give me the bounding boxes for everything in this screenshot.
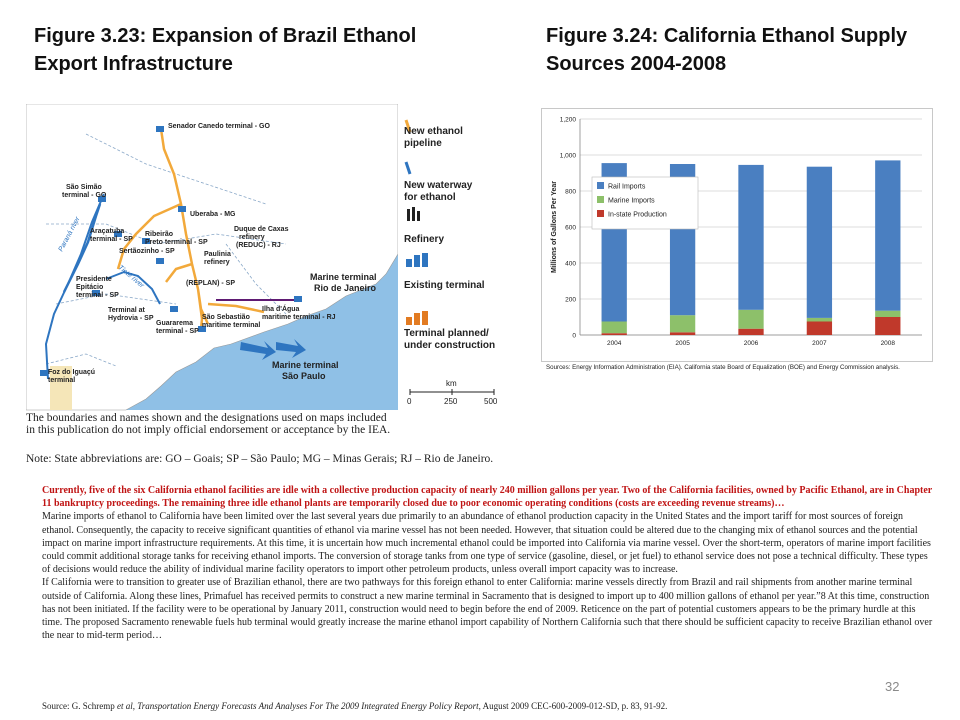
- label-tiete-river: Tietê river: [116, 264, 146, 290]
- label-presidente-2: Epitácio: [76, 284, 104, 291]
- legend-pipeline-1: New ethanol: [404, 126, 463, 137]
- map-disclaimer-line-2: in this publication do not imply official endorsement or acceptance by the IEA.: [26, 424, 391, 436]
- label-ribeirao-2: Preto terminal - SP: [145, 239, 208, 246]
- source-citation: [42, 701, 667, 711]
- state-abbreviation-note: Note: State abbreviations are: GO – Goais; SP – São Paulo; MG – Minas Gerais; RJ – Rio de Janeiro.: [26, 453, 494, 465]
- source-title: et al, Transportation Energy Forecasts And Analyses For The 2009 Integrated Energy Policy Report: [116, 701, 479, 711]
- legend-refinery: Refinery: [404, 234, 445, 245]
- label-paulinia-1: Paulinia: [204, 251, 231, 258]
- legend-swatch: [597, 182, 604, 189]
- legend-planned-1: Terminal planned/: [404, 328, 489, 339]
- label-foz-1: Foz do Iguaçú: [48, 369, 96, 376]
- legend-label: Rail Imports: [608, 183, 646, 191]
- legend-label: In-state Production: [608, 211, 667, 219]
- y-tick-label: 600: [565, 224, 576, 232]
- label-marine-sp-2: São Paulo: [282, 371, 326, 381]
- legend-pipeline-2: pipeline: [404, 138, 442, 149]
- label-hydrovia-2: Hydrovia - SP: [108, 315, 154, 322]
- label-paulinia-3: (REPLAN) - SP: [186, 280, 235, 287]
- x-tick-label: 2005: [675, 340, 690, 347]
- ethanol-supply-chart: [541, 108, 933, 362]
- bar-rail-imports-2007: [807, 167, 832, 318]
- y-tick-label: 0: [572, 332, 576, 340]
- label-marine-rio-2: Rio de Janeiro: [314, 283, 377, 293]
- label-uberaba: Uberaba - MG: [190, 211, 236, 218]
- legend-waterway-1: New waterway: [404, 180, 473, 191]
- label-presidente-1: Presidente: [76, 276, 112, 283]
- map-disclaimer-line-1: The boundaries and names shown and the designations used on maps included: [26, 412, 387, 424]
- figure-3-24-title: Figure 3.24: California Ethanol Supply Sources 2004-2008: [546, 25, 908, 75]
- label-parana-river: Paraná river: [57, 215, 82, 253]
- label-aracatuba-2: terminal - SP: [90, 236, 133, 243]
- bar-marine-imports-2005: [670, 315, 695, 332]
- body-text: [42, 484, 936, 642]
- bar-in-state-production-2004: [602, 333, 627, 335]
- x-tick-label: 2008: [880, 340, 896, 347]
- y-tick-label: 400: [565, 260, 576, 268]
- label-saosebastiao-1: São Sebastião: [202, 314, 250, 321]
- legend-existing: Existing terminal: [404, 280, 485, 291]
- bar-in-state-production-2005: [670, 332, 695, 335]
- label-paulinia-2: refinery: [204, 259, 230, 266]
- legend-swatch: [597, 196, 604, 203]
- label-sertaozinho: Sertãozinho - SP: [119, 248, 175, 255]
- legend-waterway-2: for ethanol: [404, 192, 456, 203]
- label-hydrovia-1: Terminal at: [108, 307, 145, 314]
- bar-in-state-production-2006: [738, 329, 763, 335]
- bar-in-state-production-2007: [807, 322, 832, 336]
- label-duque-2: refinery: [239, 234, 265, 241]
- label-marine-sp-1: Marine terminal: [272, 360, 339, 370]
- label-senador: Senador Canedo terminal - GO: [168, 123, 270, 130]
- figure-3-23-title: Figure 3.23: Expansion of Brazil Ethanol Export Infrastructure: [34, 25, 417, 75]
- x-tick-label: 2007: [812, 340, 827, 347]
- chart-source-note: Sources: Energy Information Administration (EIA). California state Board of Equalization (BOE) and Energy Commission analysis.: [546, 364, 900, 371]
- brazil-ethanol-map: [26, 104, 509, 464]
- bar-marine-imports-2006: [738, 310, 763, 329]
- bar-marine-imports-2007: [807, 318, 832, 322]
- label-foz-2: terminal: [48, 377, 76, 384]
- scale-250: 250: [444, 397, 458, 406]
- bar-marine-imports-2004: [602, 322, 627, 334]
- label-duque-1: Duque de Caxas: [234, 226, 289, 233]
- label-guararema-2: terminal - SP: [156, 328, 199, 335]
- y-axis-label: Millions of Gallons Per Year: [551, 180, 558, 274]
- label-guararema-1: Guararema: [156, 320, 193, 327]
- label-saosebastiao-2: maritime terminal: [202, 322, 261, 329]
- label-duque-3: (REDUC) - RJ: [236, 242, 281, 249]
- label-marine-rio-1: Marine terminal: [310, 272, 377, 282]
- y-tick-label: 200: [565, 296, 576, 304]
- legend-planned-2: under construction: [404, 340, 496, 351]
- label-saosimao-1: São Simão: [66, 184, 102, 191]
- label-aracatuba-1: Araçatuba: [90, 228, 125, 235]
- scale-0: 0: [407, 397, 412, 406]
- y-tick-label: 1,200: [559, 116, 576, 124]
- label-ribeirao-1: Ribeirão: [145, 231, 174, 238]
- scale-unit: km: [446, 379, 457, 388]
- bar-marine-imports-2008: [875, 311, 900, 317]
- source-prefix: Source: G. Schremp: [42, 701, 117, 711]
- paragraph-marine-imports: Marine imports of ethanol to California have been limited over the last several years due primarily to an abundance of ethanol production capacity in the United States and the import tariff for most sources of foreign ethanol. Consequently, the capacity to receive significant quantities of ethanol via marine vessel has not been needed. However, that situation could be altered due to the changing mix of ethanol sources and the potential impact on marine import infrastructure requirements. At this time, it is uncertain how much incremental ethanol could be imported into California via marine vessel. Over the short-term, operators of marine import facilities could commit additional storage tanks for receiving ethanol imports. The conversion of storage tanks from one type of service (gasoline, diesel, or jet fuel) to ethanol service does not pose a technical difficulty. These types of decisions would reduce the ability of individual marine facility operators to import other petroleum products, unless overall import capacity was to increase.: [42, 511, 931, 576]
- legend-swatch: [597, 210, 604, 217]
- map-disclaimer: [26, 412, 496, 436]
- label-presidente-3: terminal - SP: [76, 292, 119, 299]
- label-ilha-2: maritime terminal - RJ: [262, 314, 336, 321]
- chart-svg: [542, 109, 932, 361]
- red-paragraph: Currently, five of the six California ethanol facilities are idle with a collective production capacity of nearly 240 million gallons per year. Two of the California facilities, owned by Pacific Ethanol, are in Chapter 11 bankruptcy proceedings. The remaining three idle ethanol plants are temporarily closed due to poor economic operating conditions (costs are exceeding revenue streams)…: [42, 485, 933, 510]
- label-saosimao-2: terminal - GO: [62, 192, 107, 199]
- scale-500: 500: [484, 397, 498, 406]
- page-number: 32: [885, 679, 900, 694]
- bar-rail-imports-2008: [875, 160, 900, 310]
- legend-label: Marine Imports: [608, 197, 655, 205]
- source-suffix: , August 2009 CEC-600-2009-012-SD, p. 83, 91-92.: [478, 701, 668, 711]
- paragraph-brazilian-ethanol: If California were to transition to greater use of Brazilian ethanol, there are two pathways for this foreign ethanol to enter California: marine vessels directly from Brazil and rail shipments from another marine terminal outside of California. Along these lines, Primafuel has received permits to construct a new marine terminal in Sacramento that is designed to import up to 400 million gallons of ethanol per year.”8 At this time, construction has not been initiated. If the facility were to be operational by January 2011, construction would need to begin before the end of 2009. Reticence on the part of potential customers appears to be the primary hurdle at this time. The proposed Sacramento renewable fuels hub terminal would greatly increase the marine ethanol import capability of Northern California such that there should be sufficient capacity to receive Brazilian ethanol over the near to mid-term period…: [42, 577, 933, 642]
- y-tick-label: 1,000: [559, 152, 576, 160]
- bar-rail-imports-2006: [738, 165, 763, 310]
- x-tick-label: 2004: [606, 340, 622, 347]
- y-tick-label: 800: [565, 188, 576, 196]
- label-ilha-1: Ilha d'Água: [262, 306, 300, 313]
- bar-in-state-production-2008: [875, 317, 900, 335]
- x-tick-label: 2006: [743, 340, 759, 347]
